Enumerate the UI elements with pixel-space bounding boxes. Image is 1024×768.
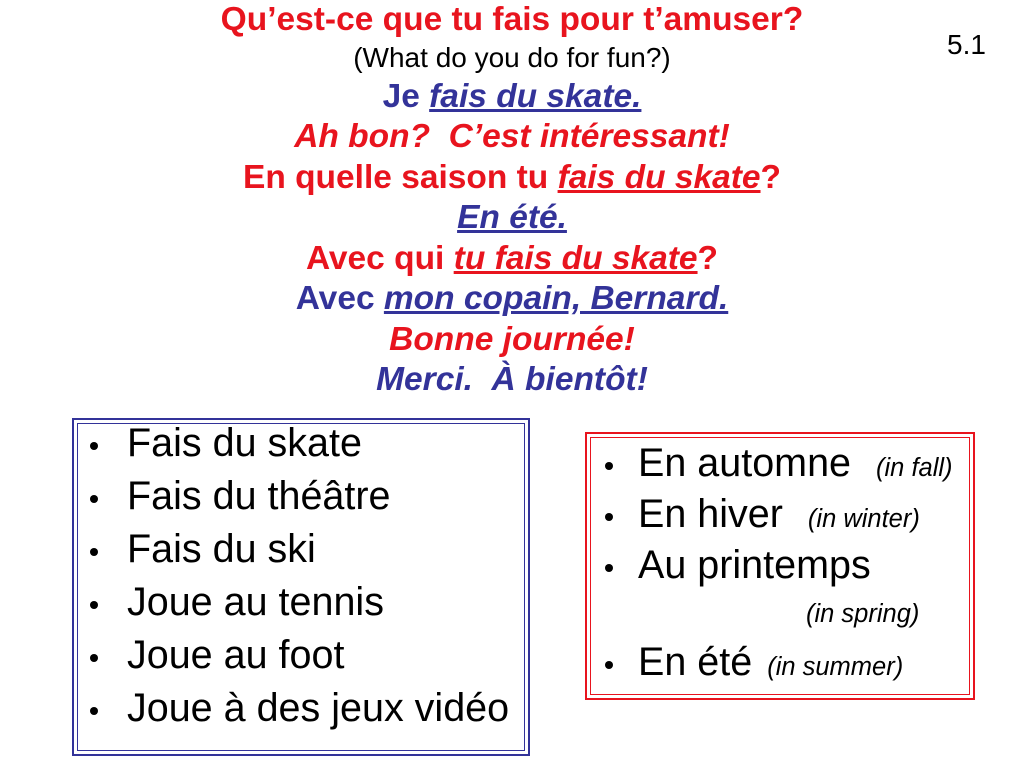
- season-label: Au printemps: [638, 543, 871, 587]
- companion-answer-lead: Avec: [295, 280, 384, 317]
- season-translation: (in summer): [767, 653, 904, 681]
- season-question-activity: fais du skate: [557, 158, 761, 196]
- season-label: En automne: [638, 441, 852, 485]
- season-item: [587, 489, 973, 540]
- reply-line: Merci. À bientôt!: [376, 361, 648, 398]
- season-question-line: [0, 158, 1024, 199]
- companion-question-lead: Avec qui: [305, 239, 454, 277]
- activities-box: [72, 418, 530, 756]
- season-item: [587, 438, 973, 489]
- bullet-icon: [605, 462, 613, 470]
- season-translation: (in fall): [876, 454, 953, 482]
- seasons-box: [585, 432, 975, 700]
- season-item: [587, 540, 973, 637]
- slide-number: 5.1: [947, 29, 986, 60]
- activity-item: [74, 417, 528, 470]
- companion-answer-line: [0, 279, 1024, 320]
- activity-label: Fais du ski: [127, 527, 316, 571]
- bullet-icon: [605, 661, 613, 669]
- bullet-icon: [605, 564, 613, 572]
- companion-question-activity: tu fais du skate: [453, 239, 698, 277]
- season-question-lead: En quelle saison tu: [242, 158, 558, 196]
- season-question-end: ?: [760, 158, 781, 196]
- answer-line: [0, 77, 1024, 118]
- season-label: En hiver: [638, 492, 783, 536]
- companion-question-end: ?: [697, 239, 719, 277]
- activity-item: [74, 576, 528, 629]
- activity-item: [74, 470, 528, 523]
- season-translation: (in winter): [807, 505, 920, 533]
- bullet-icon: [90, 654, 98, 662]
- season-translation: (in spring): [806, 600, 920, 628]
- question-line: Qu’est-ce que tu fais pour t’amuser?: [220, 1, 804, 38]
- bullet-icon: [90, 442, 98, 450]
- season-label: En été: [638, 640, 753, 684]
- seasons-list: [587, 438, 973, 688]
- season-item: [587, 637, 973, 688]
- activity-label: Joue au foot: [127, 633, 345, 677]
- answer-lead: Je: [382, 77, 430, 115]
- farewell-line: Bonne journée!: [389, 320, 635, 358]
- reaction-line: Ah bon? C’est intéressant!: [294, 118, 730, 155]
- activity-label: Joue à des jeux vidéo: [127, 686, 510, 730]
- bullet-icon: [90, 707, 98, 715]
- bullet-icon: [605, 513, 613, 521]
- bullet-icon: [90, 548, 98, 556]
- season-answer-line: En été.: [457, 199, 567, 236]
- bullet-icon: [90, 495, 98, 503]
- companion-question-line: [0, 239, 1024, 280]
- bullet-icon: [90, 601, 98, 609]
- question-translation-line: (What do you do for fun?): [353, 42, 671, 73]
- activity-label: Fais du skate: [127, 421, 362, 465]
- activity-item: [74, 523, 528, 576]
- companion-answer-name: mon copain, Bernard.: [383, 280, 729, 317]
- activity-item: [74, 682, 528, 735]
- activity-item: [74, 629, 528, 682]
- answer-activity: fais du skate.: [429, 77, 642, 115]
- activity-label: Joue au tennis: [127, 580, 384, 624]
- activities-list: [74, 417, 528, 735]
- activity-label: Fais du théâtre: [127, 474, 391, 518]
